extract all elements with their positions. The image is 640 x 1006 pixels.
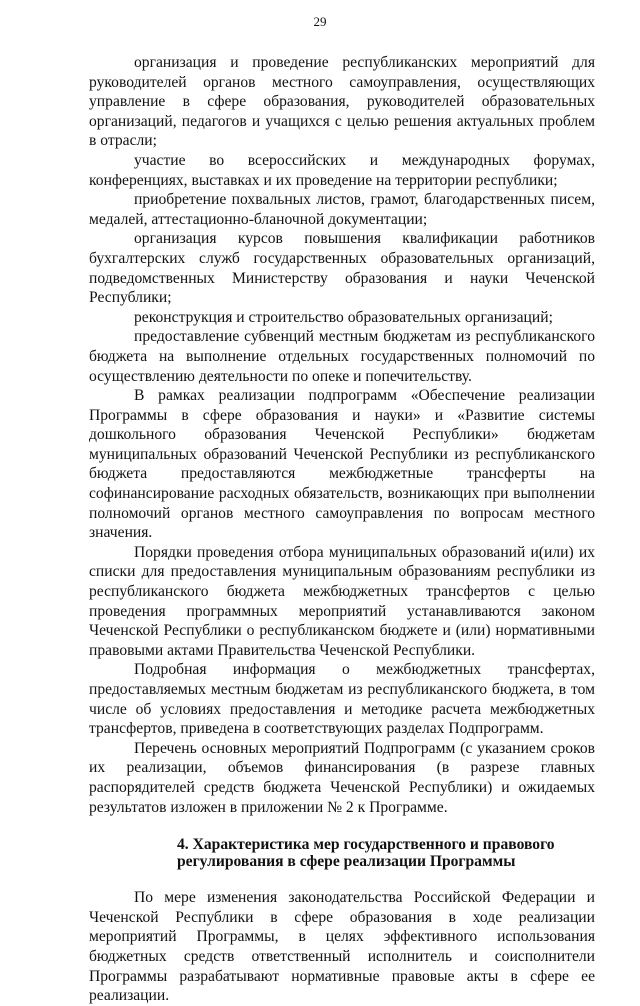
paragraph-forums-participation: участие во всероссийских и международных форумах, конференциях, выставках и их проведение на территории республики; — [89, 151, 595, 189]
paragraph-events-for-leaders: организация и проведение республиканских мероприятий для руководителей органов местного самоуправления, осуществляющих управление в сфере образования, руководителей образовательных организаций, педагогов и учащихся с целью решения актуальных проблем в отрасли; — [89, 54, 595, 150]
paragraph-legislation-changes: По мере изменения законодательства Российской Федерации и Чеченской Республики в сфере образования в ходе реализации мероприятий Программы, в целях эффективного использования бюджетных средств ответственный исполнитель и соисполнители Программы разрабатывают нормативные правовые акты в сфере ее реализации. — [89, 889, 595, 1005]
paragraph-transfers-info: Подробная информация о межбюджетных трансфертах, предоставляемых местным бюджетам из республиканского бюджета, в том числе об условиях предоставления и методике расчета межбюджетных трансфертов, приведена в соответствующих разделах Подпрограмм. — [89, 661, 595, 738]
paragraph-certificates-purchase: приобретение похвальных листов, грамот, благодарственных писем, медалей, аттестационно-бланочной документации; — [89, 191, 595, 228]
paragraph-events-list: Перечень основных мероприятий Подпрограмм (с указанием сроков их реализации, объемов финансирования (в разрезе главных распорядителей средств бюджета Чеченской Республики) и ожидаемых результатов изложен в приложении № 2 к Программе. — [89, 739, 595, 816]
paragraph-subventions: предоставление субвенций местным бюджетам из республиканского бюджета на выполнение отдельных государственных полномочий по осуществлению деятельности по опеке и попечительству. — [89, 328, 595, 385]
paragraph-subprograms-transfers: В рамках реализации подпрограмм «Обеспечение реализации Программы в сфере образования и науки» и «Развитие системы дошкольного образования Чеченской Республики» бюджетам муниципальных образований Чеченской Республики из республиканского бюджета предоставляются межбюджетные трансферты на софинансирование расходных обязательств, возникающих при выполнении полномочий органов местного самоуправления по вопросам местного значения. — [89, 387, 595, 542]
document-body — [89, 53, 595, 1006]
section-heading-line-1: 4. Характеристика мер государственного и правового — [177, 836, 555, 854]
paragraph-accounting-courses: организация курсов повышения квалификации работников бухгалтерских служб государственных образовательных организаций, подведомственных Министерству образования и науки Чеченской Республики; — [89, 230, 595, 307]
section-heading — [89, 836, 595, 870]
section-heading-line-2: регулирования в сфере реализации Программы — [177, 853, 516, 871]
page-number: 29 — [313, 14, 327, 29]
paragraph-reconstruction: реконструкция и строительство образовательных организаций; — [134, 308, 553, 326]
paragraph-selection-procedures: Порядки проведения отбора муниципальных образований и(или) их списки для предоставления муниципальным образованиям республики из республиканского бюджета межбюджетных трансфертов с целью проведения программных мероприятий устанавливаются законом Чеченской Республики о республиканском бюджете и (или) нормативными правовыми актами Правительства Чеченской Республики. — [89, 543, 595, 659]
